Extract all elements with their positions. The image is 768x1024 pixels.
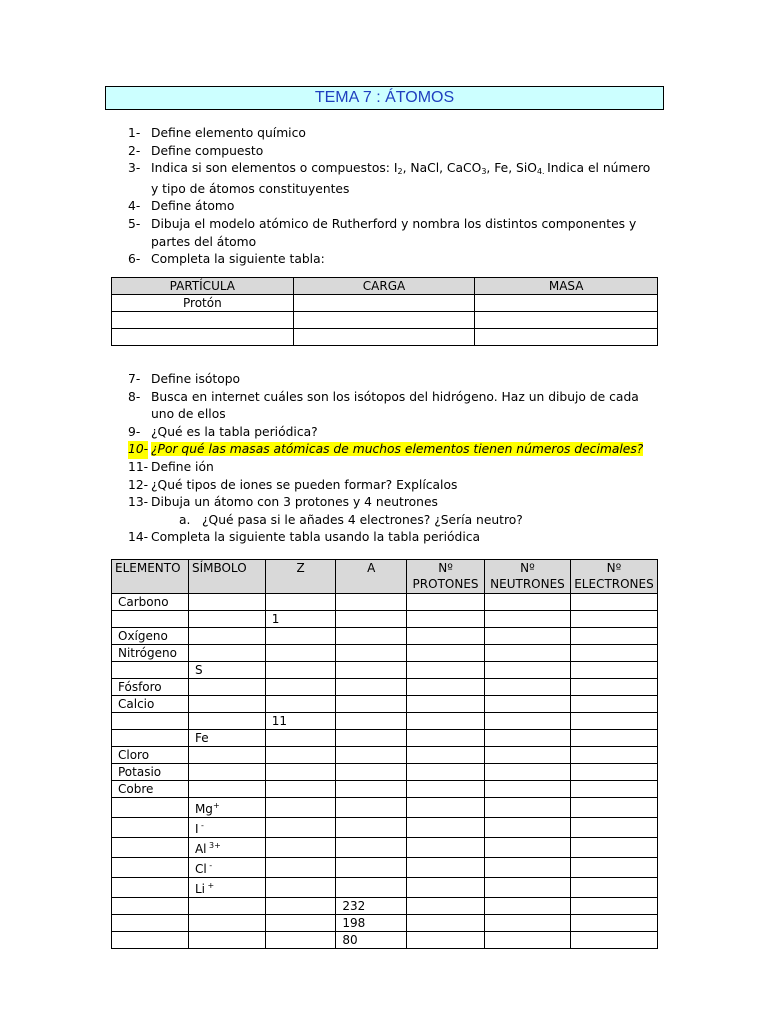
cell-simbolo[interactable]: Cl - <box>188 858 265 878</box>
question-item <box>128 251 651 269</box>
cell-simbolo[interactable]: Li + <box>188 878 265 898</box>
cell-z[interactable] <box>265 645 336 662</box>
cell-protones[interactable] <box>407 679 485 696</box>
column-header: Z <box>265 560 336 594</box>
ion-charge: 3+ <box>206 841 221 850</box>
cell-z[interactable] <box>265 858 336 878</box>
cell-a[interactable] <box>336 798 407 818</box>
cell-neutrones[interactable] <box>485 818 571 838</box>
cell-a[interactable] <box>336 818 407 838</box>
cell-protones[interactable] <box>407 898 485 915</box>
cell-neutrones[interactable] <box>485 713 571 730</box>
table-row <box>112 818 658 838</box>
cell-simbolo[interactable] <box>188 932 265 949</box>
question-item <box>128 441 651 459</box>
question-item <box>128 125 651 143</box>
question-text: Indica si son elementos o compuestos: $I_2$, NaCl, CaCO$_3$, Fe, SiO$_{4.}$ Indica el número y tipo de átomos constituyentes <box>151 161 651 196</box>
question-number: 6- <box>128 252 141 267</box>
table-row <box>112 295 658 312</box>
table-row <box>112 858 658 878</box>
cell-simbolo[interactable] <box>188 781 265 798</box>
column-header: SÍMBOLO <box>188 560 265 594</box>
cell-simbolo[interactable]: Al $^{3+}$ <box>188 838 265 858</box>
cell-a[interactable]: 198 <box>336 915 407 932</box>
cell-protones[interactable] <box>407 594 485 611</box>
cell-z[interactable] <box>265 696 336 713</box>
cell-z[interactable] <box>265 628 336 645</box>
column-header: PARTÍCULA <box>112 278 294 295</box>
cell-elemento[interactable] <box>112 898 189 915</box>
table-cell[interactable] <box>475 329 658 346</box>
table-row <box>112 329 658 346</box>
cell-electrones[interactable] <box>570 764 657 781</box>
table-row <box>112 932 658 949</box>
cell-simbolo[interactable]: Fe <box>188 730 265 747</box>
table-cell[interactable] <box>112 329 294 346</box>
cell-protones[interactable] <box>407 781 485 798</box>
cell-simbolo[interactable] <box>188 764 265 781</box>
cell-elemento[interactable]: Cloro <box>112 747 189 764</box>
cell-electrones[interactable] <box>570 858 657 878</box>
cell-a[interactable] <box>336 611 407 628</box>
cell-simbolo[interactable]: I - <box>188 818 265 838</box>
question-item <box>128 216 651 251</box>
cell-electrones[interactable] <box>570 696 657 713</box>
column-header: MASA <box>475 278 658 295</box>
cell-protones[interactable] <box>407 730 485 747</box>
table-cell[interactable] <box>293 295 475 312</box>
table-cell[interactable] <box>475 312 658 329</box>
cell-neutrones[interactable] <box>485 915 571 932</box>
cell-neutrones[interactable] <box>485 730 571 747</box>
cell-protones[interactable] <box>407 915 485 932</box>
question-number: 11- <box>128 459 149 474</box>
table-row <box>112 781 658 798</box>
cell-a[interactable] <box>336 781 407 798</box>
cell-electrones[interactable] <box>570 662 657 679</box>
question-text: Define ión <box>151 459 214 474</box>
question-item <box>128 160 651 198</box>
cell-z[interactable] <box>265 898 336 915</box>
cell-electrones[interactable] <box>570 594 657 611</box>
question-number: 1- <box>128 126 141 140</box>
cell-elemento[interactable]: Calcio <box>112 696 189 713</box>
cell-simbolo[interactable] <box>188 696 265 713</box>
cell-protones[interactable] <box>407 858 485 878</box>
cell-z[interactable] <box>265 730 336 747</box>
question-text: Completa la siguiente tabla usando la tabla periódica <box>151 530 481 545</box>
cell-protones[interactable] <box>407 662 485 679</box>
cell-electrones[interactable] <box>570 679 657 696</box>
subscript: 4. <box>536 167 548 177</box>
cell-electrones[interactable] <box>570 818 657 838</box>
question-number: 3- <box>128 161 141 176</box>
cell-z[interactable] <box>265 747 336 764</box>
cell-protones[interactable] <box>407 932 485 949</box>
column-header: Nº PROTONES <box>407 560 485 594</box>
cell-neutrones[interactable] <box>485 781 571 798</box>
cell-protones[interactable] <box>407 818 485 838</box>
question-item <box>128 143 651 161</box>
cell-neutrones[interactable] <box>485 798 571 818</box>
question-number: 13- <box>128 495 149 510</box>
question-number: 8- <box>128 389 141 404</box>
table-row <box>112 798 658 818</box>
cell-neutrones[interactable] <box>485 932 571 949</box>
subscript: 2 <box>397 167 403 177</box>
column-header: ELEMENTO <box>112 560 189 594</box>
question-text: Dibuja un átomo con 3 protones y 4 neutrones <box>151 495 438 510</box>
element-table <box>111 559 658 949</box>
table-row <box>112 915 658 932</box>
cell-a[interactable] <box>336 838 407 858</box>
cell-electrones[interactable] <box>570 628 657 645</box>
cell-z[interactable] <box>265 781 336 798</box>
ion-charge: - <box>206 861 213 870</box>
cell-neutrones[interactable] <box>485 679 571 696</box>
cell-z[interactable] <box>265 798 336 818</box>
cell-a[interactable] <box>336 594 407 611</box>
cell-elemento[interactable]: Nitrógeno <box>112 645 189 662</box>
cell-elemento[interactable] <box>112 662 189 679</box>
table-cell[interactable] <box>112 312 294 329</box>
cell-protones[interactable] <box>407 628 485 645</box>
question-number: 4- <box>128 199 141 214</box>
question-number: 10- <box>128 441 148 459</box>
table-row <box>112 662 658 679</box>
cell-simbolo[interactable] <box>188 713 265 730</box>
table-row <box>112 645 658 662</box>
table-row <box>112 730 658 747</box>
ion-charge: + <box>204 881 215 890</box>
cell-electrones[interactable] <box>570 781 657 798</box>
cell-electrones[interactable] <box>570 898 657 915</box>
question-text: Define isótopo <box>151 372 241 386</box>
table-row <box>112 611 658 628</box>
cell-electrones[interactable] <box>570 713 657 730</box>
cell-z[interactable] <box>265 679 336 696</box>
cell-electrones[interactable] <box>570 932 657 949</box>
cell-z[interactable] <box>265 764 336 781</box>
cell-neutrones[interactable] <box>485 878 571 898</box>
page-title: TEMA 7 : ÁTOMOS <box>105 86 664 110</box>
table-row <box>112 696 658 713</box>
cell-a[interactable]: 80 <box>336 932 407 949</box>
cell-electrones[interactable] <box>570 798 657 818</box>
table-row <box>112 878 658 898</box>
cell-electrones[interactable] <box>570 878 657 898</box>
table-row <box>112 628 658 645</box>
question-text: Define átomo <box>151 199 235 214</box>
cell-simbolo[interactable]: S <box>188 662 265 679</box>
table-cell[interactable] <box>475 295 658 312</box>
table-cell[interactable]: Protón <box>112 295 294 312</box>
cell-elemento[interactable] <box>112 858 189 878</box>
question-text: ¿Qué tipos de iones se pueden formar? Explícalos <box>151 477 458 492</box>
cell-z[interactable] <box>265 818 336 838</box>
question-text: Dibuja el modelo atómico de Rutherford y nombra los distintos componentes y partes del átomo <box>151 216 637 249</box>
cell-z[interactable]: 1 <box>265 611 336 628</box>
table-row <box>112 312 658 329</box>
cell-elemento[interactable] <box>112 932 189 949</box>
cell-elemento[interactable] <box>112 915 189 932</box>
cell-z[interactable] <box>265 932 336 949</box>
question-text: ¿Por qué las masas atómicas de muchos elementos tienen números decimales? <box>151 442 644 457</box>
cell-elemento[interactable] <box>112 798 189 818</box>
question-item <box>128 371 651 389</box>
question-item <box>128 529 651 547</box>
cell-elemento[interactable] <box>112 818 189 838</box>
cell-neutrones[interactable] <box>485 611 571 628</box>
cell-simbolo[interactable] <box>188 594 265 611</box>
cell-protones[interactable] <box>407 747 485 764</box>
table-row <box>112 898 658 915</box>
question-item <box>128 477 651 495</box>
question-number: 2- <box>128 143 141 158</box>
cell-simbolo[interactable] <box>188 747 265 764</box>
cell-a[interactable] <box>336 696 407 713</box>
cell-a[interactable] <box>336 662 407 679</box>
question-item <box>128 389 651 424</box>
question-number: 9- <box>128 424 141 439</box>
cell-neutrones[interactable] <box>485 696 571 713</box>
table-row <box>112 713 658 730</box>
subscript: 3 <box>481 167 487 177</box>
column-header: A <box>336 560 407 594</box>
ion-charge: + <box>212 801 220 810</box>
cell-simbolo[interactable] <box>188 898 265 915</box>
cell-electrones[interactable] <box>570 611 657 628</box>
table-row <box>112 838 658 858</box>
question-text: Define elemento químico <box>151 126 306 140</box>
cell-a[interactable] <box>336 747 407 764</box>
cell-simbolo[interactable] <box>188 915 265 932</box>
question-text: Busca en internet cuáles son los isótopos del hidrógeno. Haz un dibujo de cada uno de ellos <box>151 389 639 422</box>
cell-neutrones[interactable] <box>485 747 571 764</box>
cell-neutrones[interactable] <box>485 858 571 878</box>
cell-simbolo[interactable] <box>188 679 265 696</box>
cell-elemento[interactable] <box>112 713 189 730</box>
cell-a[interactable] <box>336 730 407 747</box>
table-row <box>112 747 658 764</box>
question-number: 5- <box>128 216 141 231</box>
cell-protones[interactable] <box>407 838 485 858</box>
cell-protones[interactable] <box>407 798 485 818</box>
cell-z[interactable] <box>265 838 336 858</box>
question-text: ¿Qué es la tabla periódica? <box>151 424 318 439</box>
cell-protones[interactable] <box>407 713 485 730</box>
question-text: Completa la siguiente tabla: <box>151 252 325 267</box>
cell-electrones[interactable] <box>570 838 657 858</box>
cell-simbolo[interactable] <box>188 611 265 628</box>
cell-neutrones[interactable] <box>485 898 571 915</box>
question-number: 14- <box>128 530 149 545</box>
question-item <box>128 424 651 442</box>
cell-elemento[interactable]: Oxígeno <box>112 628 189 645</box>
cell-neutrones[interactable] <box>485 645 571 662</box>
cell-a[interactable] <box>336 645 407 662</box>
column-header: Nº NEUTRONES <box>485 560 571 594</box>
cell-electrones[interactable] <box>570 645 657 662</box>
cell-neutrones[interactable] <box>485 764 571 781</box>
cell-a[interactable] <box>336 679 407 696</box>
cell-simbolo[interactable] <box>188 645 265 662</box>
question-list-part2 <box>128 371 702 547</box>
cell-electrones[interactable] <box>570 915 657 932</box>
table-cell[interactable] <box>293 312 475 329</box>
particle-table <box>111 277 658 346</box>
cell-protones[interactable] <box>407 645 485 662</box>
cell-elemento[interactable] <box>112 730 189 747</box>
cell-z[interactable] <box>265 915 336 932</box>
ion-charge: - <box>198 821 204 830</box>
cell-neutrones[interactable] <box>485 838 571 858</box>
cell-a[interactable]: 232 <box>336 898 407 915</box>
question-text: ¿Qué pasa si le añades 4 electrones? ¿Sería neutro? <box>202 512 523 527</box>
cell-protones[interactable] <box>407 764 485 781</box>
cell-z[interactable] <box>265 878 336 898</box>
cell-protones[interactable] <box>407 878 485 898</box>
question-list-part1 <box>128 125 651 269</box>
table-cell[interactable] <box>293 329 475 346</box>
cell-a[interactable] <box>336 858 407 878</box>
cell-electrones[interactable] <box>570 730 657 747</box>
cell-protones[interactable] <box>407 611 485 628</box>
cell-z[interactable] <box>265 662 336 679</box>
cell-a[interactable] <box>336 628 407 645</box>
cell-a[interactable] <box>336 713 407 730</box>
cell-electrones[interactable] <box>570 747 657 764</box>
cell-z[interactable]: 11 <box>265 713 336 730</box>
cell-simbolo[interactable] <box>188 628 265 645</box>
cell-a[interactable] <box>336 764 407 781</box>
cell-elemento[interactable] <box>112 611 189 628</box>
cell-neutrones[interactable] <box>485 662 571 679</box>
cell-neutrones[interactable] <box>485 628 571 645</box>
question-number: a. <box>179 512 191 527</box>
table-row <box>112 764 658 781</box>
cell-elemento[interactable]: Potasio <box>112 764 189 781</box>
cell-elemento[interactable] <box>112 878 189 898</box>
question-number: 7- <box>128 372 141 386</box>
question-item <box>128 198 651 216</box>
cell-elemento[interactable]: Fósforo <box>112 679 189 696</box>
question-item <box>128 459 651 477</box>
cell-elemento[interactable] <box>112 838 189 858</box>
cell-neutrones[interactable] <box>485 594 571 611</box>
column-header: CARGA <box>293 278 475 295</box>
question-text: Define compuesto <box>151 143 264 158</box>
cell-elemento[interactable]: Cobre <box>112 781 189 798</box>
sub-question-item <box>128 512 702 530</box>
table-row <box>112 594 658 611</box>
cell-protones[interactable] <box>407 696 485 713</box>
cell-z[interactable] <box>265 594 336 611</box>
question-item <box>128 494 651 512</box>
cell-elemento[interactable]: Carbono <box>112 594 189 611</box>
column-header: Nº ELECTRONES <box>570 560 657 594</box>
cell-a[interactable] <box>336 878 407 898</box>
table-row <box>112 679 658 696</box>
cell-simbolo[interactable]: Mg+ <box>188 798 265 818</box>
question-number: 12- <box>128 477 149 492</box>
